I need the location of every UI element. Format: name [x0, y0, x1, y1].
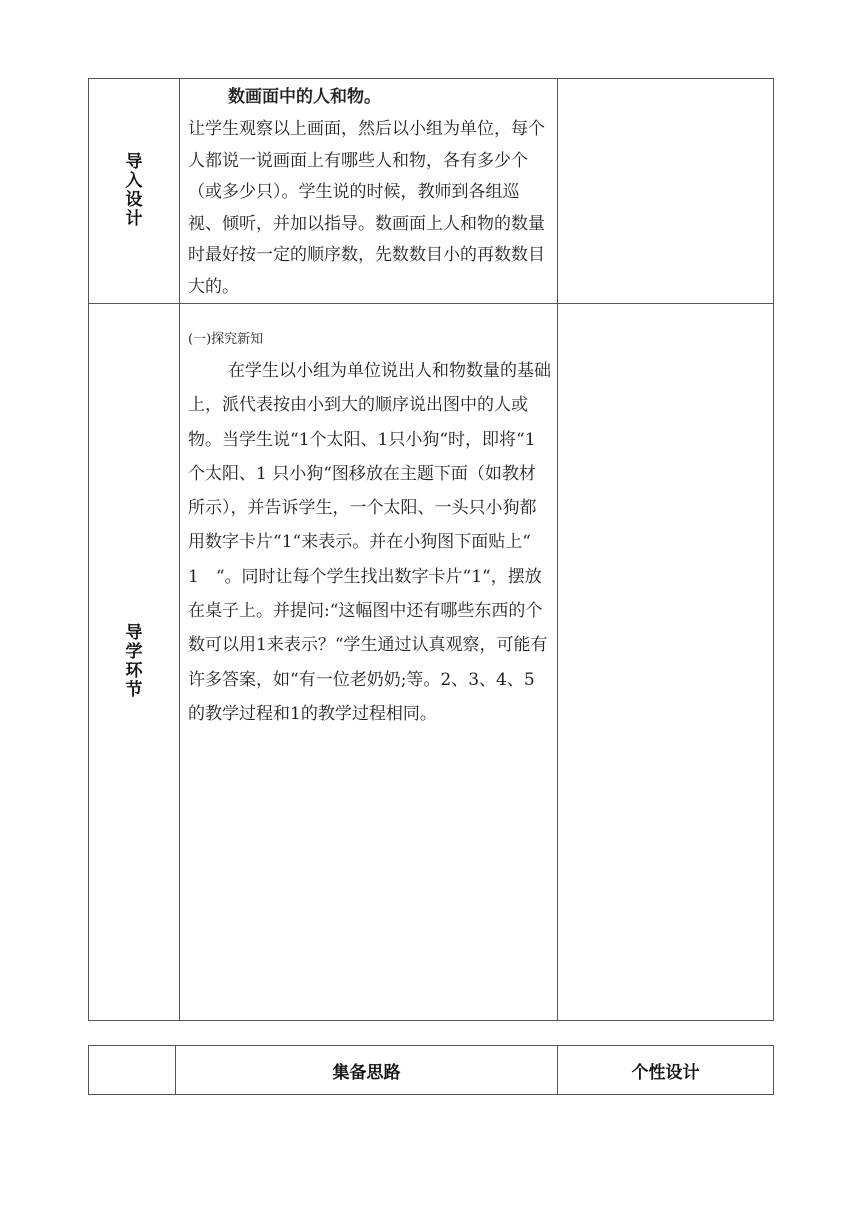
row-header-label: 导入设计: [125, 152, 143, 229]
footer-blank-cell: [89, 1046, 176, 1095]
intro-body-text: 让学生观察以上画面，然后以小组为单位，每个人都说一说画面上有哪些人和物，各有多少个（或多少只）。学生说的时候，教师到各组巡视、倾听，并加以指导。数画面上人和物的数量时最好按一定的顺序数，先数数目小的再数数目大的。: [188, 119, 545, 297]
table-row: [89, 304, 774, 1021]
intro-title: 数画面中的人和物。: [228, 87, 381, 107]
guided-body-text: 在学生以小组为单位说出人和物数量的基础上，派代表按由小到大的顺序说出图中的人或物。当学生说“1个太阳、1只小狗“时，即将“1 个太阳、1 只小狗“图移放在主题下面（如教材所示），并告诉学生，一个太阳、一头只小狗都用数字卡片“1“来表示。并在小狗图下面贴上“ 1 “。同时让每个学生找出数字卡片“1“，摆放在桌子上。并提问:“这幅图中还有哪些东西的个数可以用1来表示？“学生通过认真观察，可能有许多答案，如“有一位老奶奶;等。2、3、4、5的教学过程和1的教学过程相同。: [188, 361, 551, 724]
row-header-intro: [89, 79, 180, 304]
section-heading: (一)探究新知: [188, 332, 264, 347]
guided-note-cell: [558, 304, 774, 1021]
guided-content-cell: [180, 304, 558, 1021]
table-row: [89, 79, 774, 304]
row-header-label: 导学环节: [125, 623, 143, 700]
intro-content-cell: [180, 79, 558, 304]
table-row: [89, 1046, 774, 1095]
lesson-plan-table: [88, 78, 774, 1021]
collective-plan-header: 集备思路: [176, 1046, 558, 1095]
row-header-guided: [89, 304, 180, 1021]
footer-header-table: [88, 1045, 774, 1095]
personal-design-header: 个性设计: [558, 1046, 774, 1095]
intro-note-cell: [558, 79, 774, 304]
